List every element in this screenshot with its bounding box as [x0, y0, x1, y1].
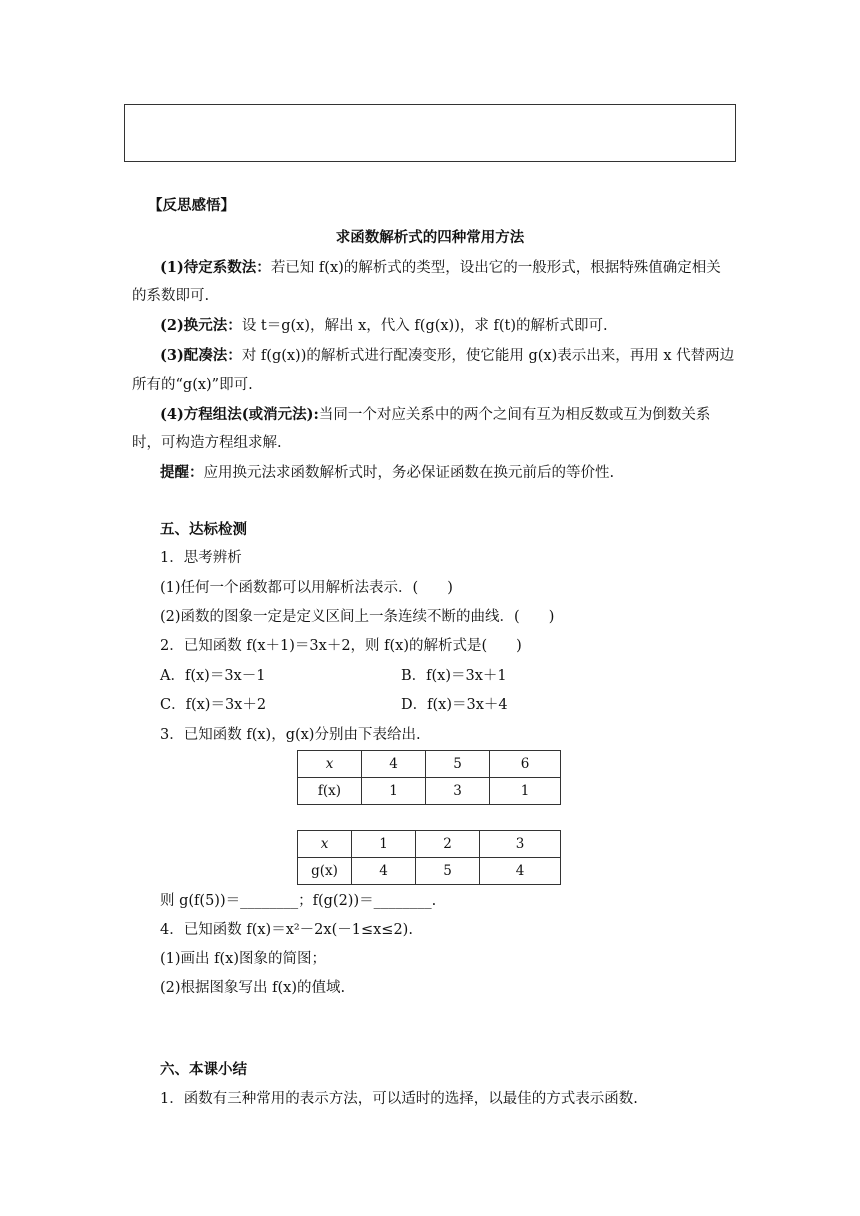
- method-1-text: 若已知 f(x)的解析式的类型，设出它的一般形式，根据特殊值确定相关: [270, 260, 721, 276]
- method-3-label: (3)配凑法：: [160, 347, 242, 364]
- question-1b: (2)函数的图象一定是定义区间上一条连续不断的曲线．( ): [160, 609, 555, 625]
- summary-1: 1．函数有三种常用的表示方法，可以适时的选择，以最佳的方式表示函数.: [160, 1091, 638, 1107]
- method-1-label: (1)待定系数法：: [160, 259, 271, 276]
- answer-box: [124, 104, 736, 162]
- section-6-heading: 六、本课小结: [160, 1061, 247, 1078]
- table-cell: 3: [480, 831, 561, 858]
- table-row: [298, 858, 561, 885]
- table-cell: 2: [416, 831, 480, 858]
- option-a: A．f(x)＝3x－1: [160, 668, 266, 684]
- method-4-line-2: 时，可构造方程组求解.: [132, 435, 282, 451]
- option-b: B．f(x)＝3x＋1: [401, 668, 507, 684]
- table-cell: 4: [352, 858, 416, 885]
- question-2: 2．已知函数 f(x＋1)＝3x＋2，则 f(x)的解析式是( ): [160, 638, 522, 654]
- table-cell: 5: [426, 751, 490, 778]
- table-cell: 1: [362, 778, 426, 805]
- method-4-line-1: [160, 403, 710, 424]
- option-d: D．f(x)＝3x＋4: [401, 697, 508, 713]
- table-cell: g(x): [298, 858, 352, 885]
- method-2-label: (2)换元法：: [160, 317, 242, 334]
- section-5-heading: 五、达标检测: [160, 521, 247, 538]
- table-cell: 6: [490, 751, 561, 778]
- table-row: [298, 831, 561, 858]
- method-4-label: (4)方程组法(或消元法):: [160, 406, 319, 423]
- option-c: C．f(x)＝3x＋2: [160, 697, 267, 713]
- method-3-text: 对 f(g(x))的解析式进行配凑变形，使它能用 g(x)表示出来，再用 x 代替两边: [241, 348, 735, 364]
- table-row: [298, 778, 561, 805]
- method-3-line-1: [160, 344, 734, 365]
- table-cell: 1: [490, 778, 561, 805]
- table-cell: 4: [480, 858, 561, 885]
- method-3-line-2: 所有的“g(x)”即可.: [132, 377, 253, 393]
- table-cell: 4: [362, 751, 426, 778]
- reflection-heading: 【反思感悟】: [148, 197, 235, 214]
- method-1-line-2: 的系数即可.: [132, 288, 210, 304]
- table-cell: 3: [426, 778, 490, 805]
- table-cell: x: [298, 751, 362, 778]
- table-cell: f(x): [298, 778, 362, 805]
- question-1: 1．思考辨析: [160, 550, 242, 566]
- method-2: [160, 314, 608, 335]
- question-4b: (2)根据图象写出 f(x)的值域.: [160, 980, 346, 996]
- tip-text: 应用换元法求函数解析式时，务必保证函数在换元前后的等价性.: [203, 465, 615, 481]
- table-f: [297, 750, 561, 805]
- method-4-text: 当同一个对应关系中的两个之间有互为相反数或互为倒数关系: [318, 407, 711, 423]
- table-cell: 5: [416, 858, 480, 885]
- question-1a: (1)任何一个函数都可以用解析法表示．( ): [160, 580, 453, 596]
- table-row: [298, 751, 561, 778]
- table-g: [297, 830, 561, 885]
- tip-label: 提醒：: [160, 464, 204, 481]
- table-cell: x: [298, 831, 352, 858]
- reflection-title: 求函数解析式的四种常用方法: [335, 229, 525, 246]
- table-cell: 1: [352, 831, 416, 858]
- tip: [160, 461, 614, 482]
- question-3-answer: 则 g(f(5))＝________；f(g(2))＝________.: [160, 893, 437, 909]
- question-3: 3．已知函数 f(x)，g(x)分别由下表给出.: [160, 727, 421, 743]
- method-1-line-1: [160, 256, 721, 277]
- question-4: 4．已知函数 f(x)＝x²－2x(－1≤x≤2).: [160, 922, 413, 938]
- method-2-text: 设 t＝g(x)，解出 x，代入 f(g(x))，求 f(t)的解析式即可.: [241, 318, 608, 334]
- question-4a: (1)画出 f(x)图象的简图；: [160, 951, 327, 967]
